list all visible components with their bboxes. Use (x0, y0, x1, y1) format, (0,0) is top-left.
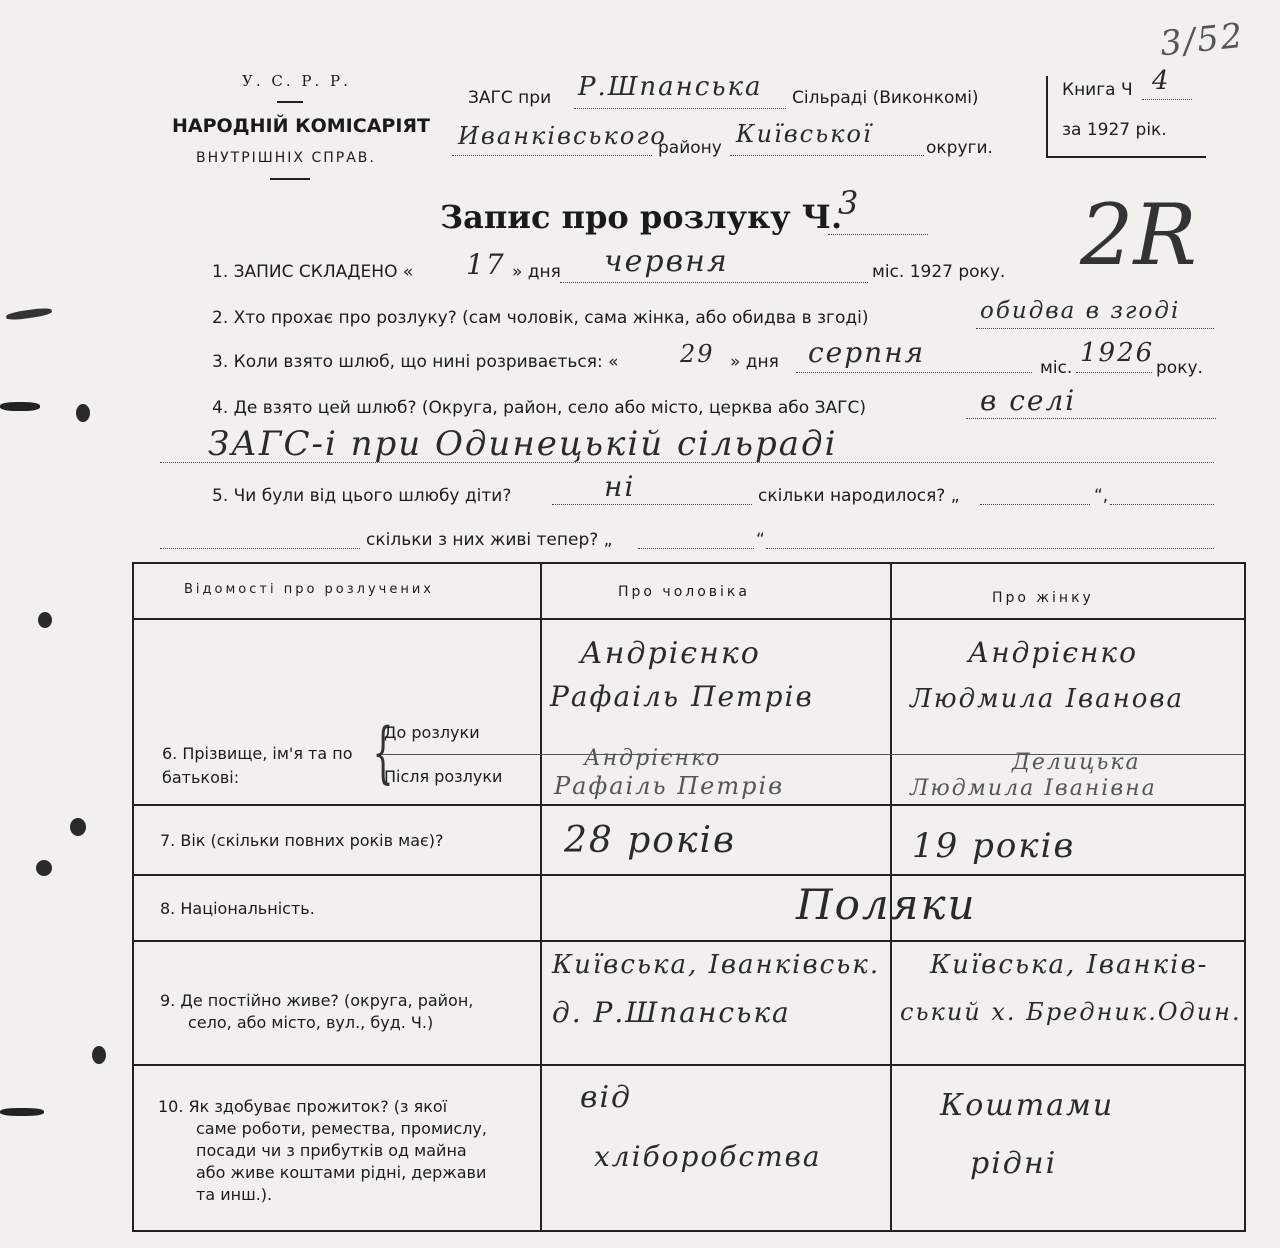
okruga-handwritten: Київської (736, 120, 873, 148)
dots (796, 372, 1032, 373)
zags-prefix: ЗАГС при (468, 88, 552, 108)
row10-label-line3: посади чи з прибутків од майна (196, 1141, 467, 1160)
table-bottom (132, 1230, 1246, 1232)
dots (638, 548, 754, 549)
field5-alive-label: скільки з них живі тепер? „ (366, 530, 613, 550)
row10-husband-line1: від (580, 1080, 633, 1115)
dots (828, 234, 928, 235)
ussr-label: У. С. Р. Р. (242, 72, 351, 90)
table-top (132, 562, 1246, 564)
field3-mis: міс. (1040, 358, 1073, 378)
dept-label: ВНУТРІШНІХ СПРАВ. (196, 150, 376, 166)
row9-husband-line2: д. Р.Шпанська (552, 996, 791, 1029)
book-number-handwritten: 4 (1152, 66, 1171, 96)
field3-day-handwritten: 29 (680, 340, 715, 368)
dots (730, 155, 924, 156)
row6-after-label: Після розлуки (384, 767, 503, 786)
ink-spot (36, 860, 52, 876)
row8-label: 8. Національність. (160, 899, 315, 918)
table-left (132, 562, 134, 1232)
row10-label-line1: 10. Як здобуває прожиток? (з якої (158, 1097, 448, 1116)
field5-born-close: “, (1094, 486, 1109, 506)
book-box-bottom (1046, 156, 1206, 158)
row9-label-line1: 9. Де постійно живе? (округа, район, (160, 991, 474, 1010)
ink-spot (92, 1046, 106, 1064)
row6-husband-before-surname: Андрієнко (580, 636, 761, 671)
dots (452, 155, 652, 156)
table-row9-bottom (132, 1064, 1246, 1066)
ink-spot (70, 818, 86, 836)
row7-wife-age: 19 років (912, 826, 1076, 866)
field3-tail: року. (1156, 358, 1203, 378)
field3-month-handwritten: серпня (808, 336, 926, 369)
row10-label-line2: саме роботи, ремества, промислу, (196, 1119, 487, 1138)
dots (160, 462, 1214, 463)
raion-handwritten: Иванківського (458, 122, 667, 150)
title-number-handwritten: 3 (838, 184, 861, 222)
table-col1 (540, 562, 542, 1232)
divider (277, 101, 303, 103)
commissariat-label: НАРОДНІЙ КОМІСАРІЯТ (172, 115, 430, 137)
dots (560, 282, 868, 283)
field2-label: 2. Хто прохає про розлуку? (сам чоловік, сама жінка, або обидва в згоді) (212, 308, 869, 328)
row6-wife-after-surname: Делицька (1012, 750, 1141, 775)
okruga-label: округи. (926, 138, 993, 158)
row6-husband-before-name: Рафаіль Петрів (550, 680, 814, 713)
row9-wife-line1: Київська, Іванків- (930, 950, 1209, 980)
book-box-left (1046, 76, 1048, 158)
field4-value2-handwritten: ЗАГС-і при Одинецькій сільраді (208, 424, 838, 464)
field1-month-handwritten: червня (604, 244, 729, 279)
field3-year-handwritten: 1926 (1080, 338, 1155, 368)
dots (1076, 372, 1152, 373)
field3-day-suffix: » дня (730, 352, 779, 372)
year-label: за 1927 рік. (1062, 120, 1167, 140)
corner-number-handwritten: 3/52 (1158, 15, 1247, 65)
row8-nationality: Поляки (796, 880, 977, 929)
divider (270, 178, 310, 180)
row6-wife-before-surname: Андрієнко (968, 636, 1138, 669)
row6-brace: { (372, 714, 394, 791)
big-mark-handwritten: 2R (1080, 186, 1197, 284)
table-header-bottom (132, 618, 1246, 620)
row9-label-line2: село, або місто, вул., буд. Ч.) (188, 1013, 434, 1032)
punch-mark (0, 1108, 44, 1116)
field4-label: 4. Де взято цей шлюб? (Округа, район, село або місто, церква або ЗАГС) (212, 398, 866, 418)
field2-value-handwritten: обидва в згоді (980, 298, 1181, 324)
dots (966, 418, 1216, 419)
field5-label: 5. Чи були від цього шлюбу діти? (212, 486, 512, 506)
row6-wife-before-name: Людмила Іванова (910, 684, 1185, 714)
ink-spot (38, 612, 52, 628)
dots (1142, 99, 1192, 100)
field3-label: 3. Коли взято шлюб, що нині розривається: « (212, 352, 619, 372)
row10-label-line4: або живе коштами рідні, держави (196, 1163, 487, 1182)
village-handwritten: Р.Шпанська (578, 72, 763, 102)
table-row6-bottom (132, 804, 1246, 806)
field1-day-handwritten: 17 (466, 248, 506, 281)
field1-day-suffix: » дня (512, 262, 561, 282)
table-header-info: Відомості про розлучених (184, 582, 434, 597)
dots (980, 504, 1090, 505)
page-title: Запис про розлуку Ч. (440, 198, 843, 236)
row10-wife-line1: Коштами (940, 1088, 1115, 1123)
row10-wife-line2: рідні (970, 1146, 1058, 1181)
field1-label: 1. ЗАПИС СКЛАДЕНО « (212, 262, 414, 282)
row7-label: 7. Вік (скільки повних років має)? (160, 831, 444, 850)
row10-husband-line2: хліборобства (594, 1140, 822, 1173)
table-header-wife: Про жінку (992, 590, 1094, 606)
field1-tail: міс. 1927 року. (872, 262, 1006, 282)
ink-spot (76, 404, 90, 422)
dots (160, 548, 360, 549)
field5-value-handwritten: ні (604, 470, 636, 503)
row9-wife-line2: ський х. Бредник.Один. (900, 998, 1242, 1026)
dots (976, 328, 1214, 329)
book-label: Книга Ч (1062, 80, 1133, 100)
row6-husband-after-surname: Андрієнко (584, 746, 722, 771)
dots (766, 548, 1214, 549)
field4-value-handwritten: в селі (980, 384, 1077, 417)
row6-before-label: До розлуки (384, 723, 480, 742)
field5-born-label: скільки народилося? „ (758, 486, 960, 506)
table-row7-bottom (132, 874, 1246, 876)
row7-husband-age: 28 років (564, 820, 736, 861)
row6-wife-after-name: Людмила Іванівна (910, 776, 1157, 801)
dots (574, 108, 786, 109)
selrada-label: Сільраді (Виконкомі) (792, 88, 979, 108)
dots (552, 504, 752, 505)
punch-mark (0, 402, 40, 411)
raion-label: району (658, 138, 722, 158)
field5-alive-close: “ (756, 530, 765, 550)
table-right (1244, 562, 1246, 1232)
row9-husband-line1: Київська, Іванківськ. (552, 950, 881, 980)
table-header-husband: Про чоловіка (618, 584, 750, 600)
row6-label: 6. Прізвище, ім'я та по батькові: (162, 744, 353, 787)
row10-label-line5: та инш.). (196, 1185, 273, 1204)
row6-husband-after-name: Рафаіль Петрів (554, 772, 785, 800)
dots (1110, 504, 1214, 505)
table-row8-bottom (132, 940, 1246, 942)
